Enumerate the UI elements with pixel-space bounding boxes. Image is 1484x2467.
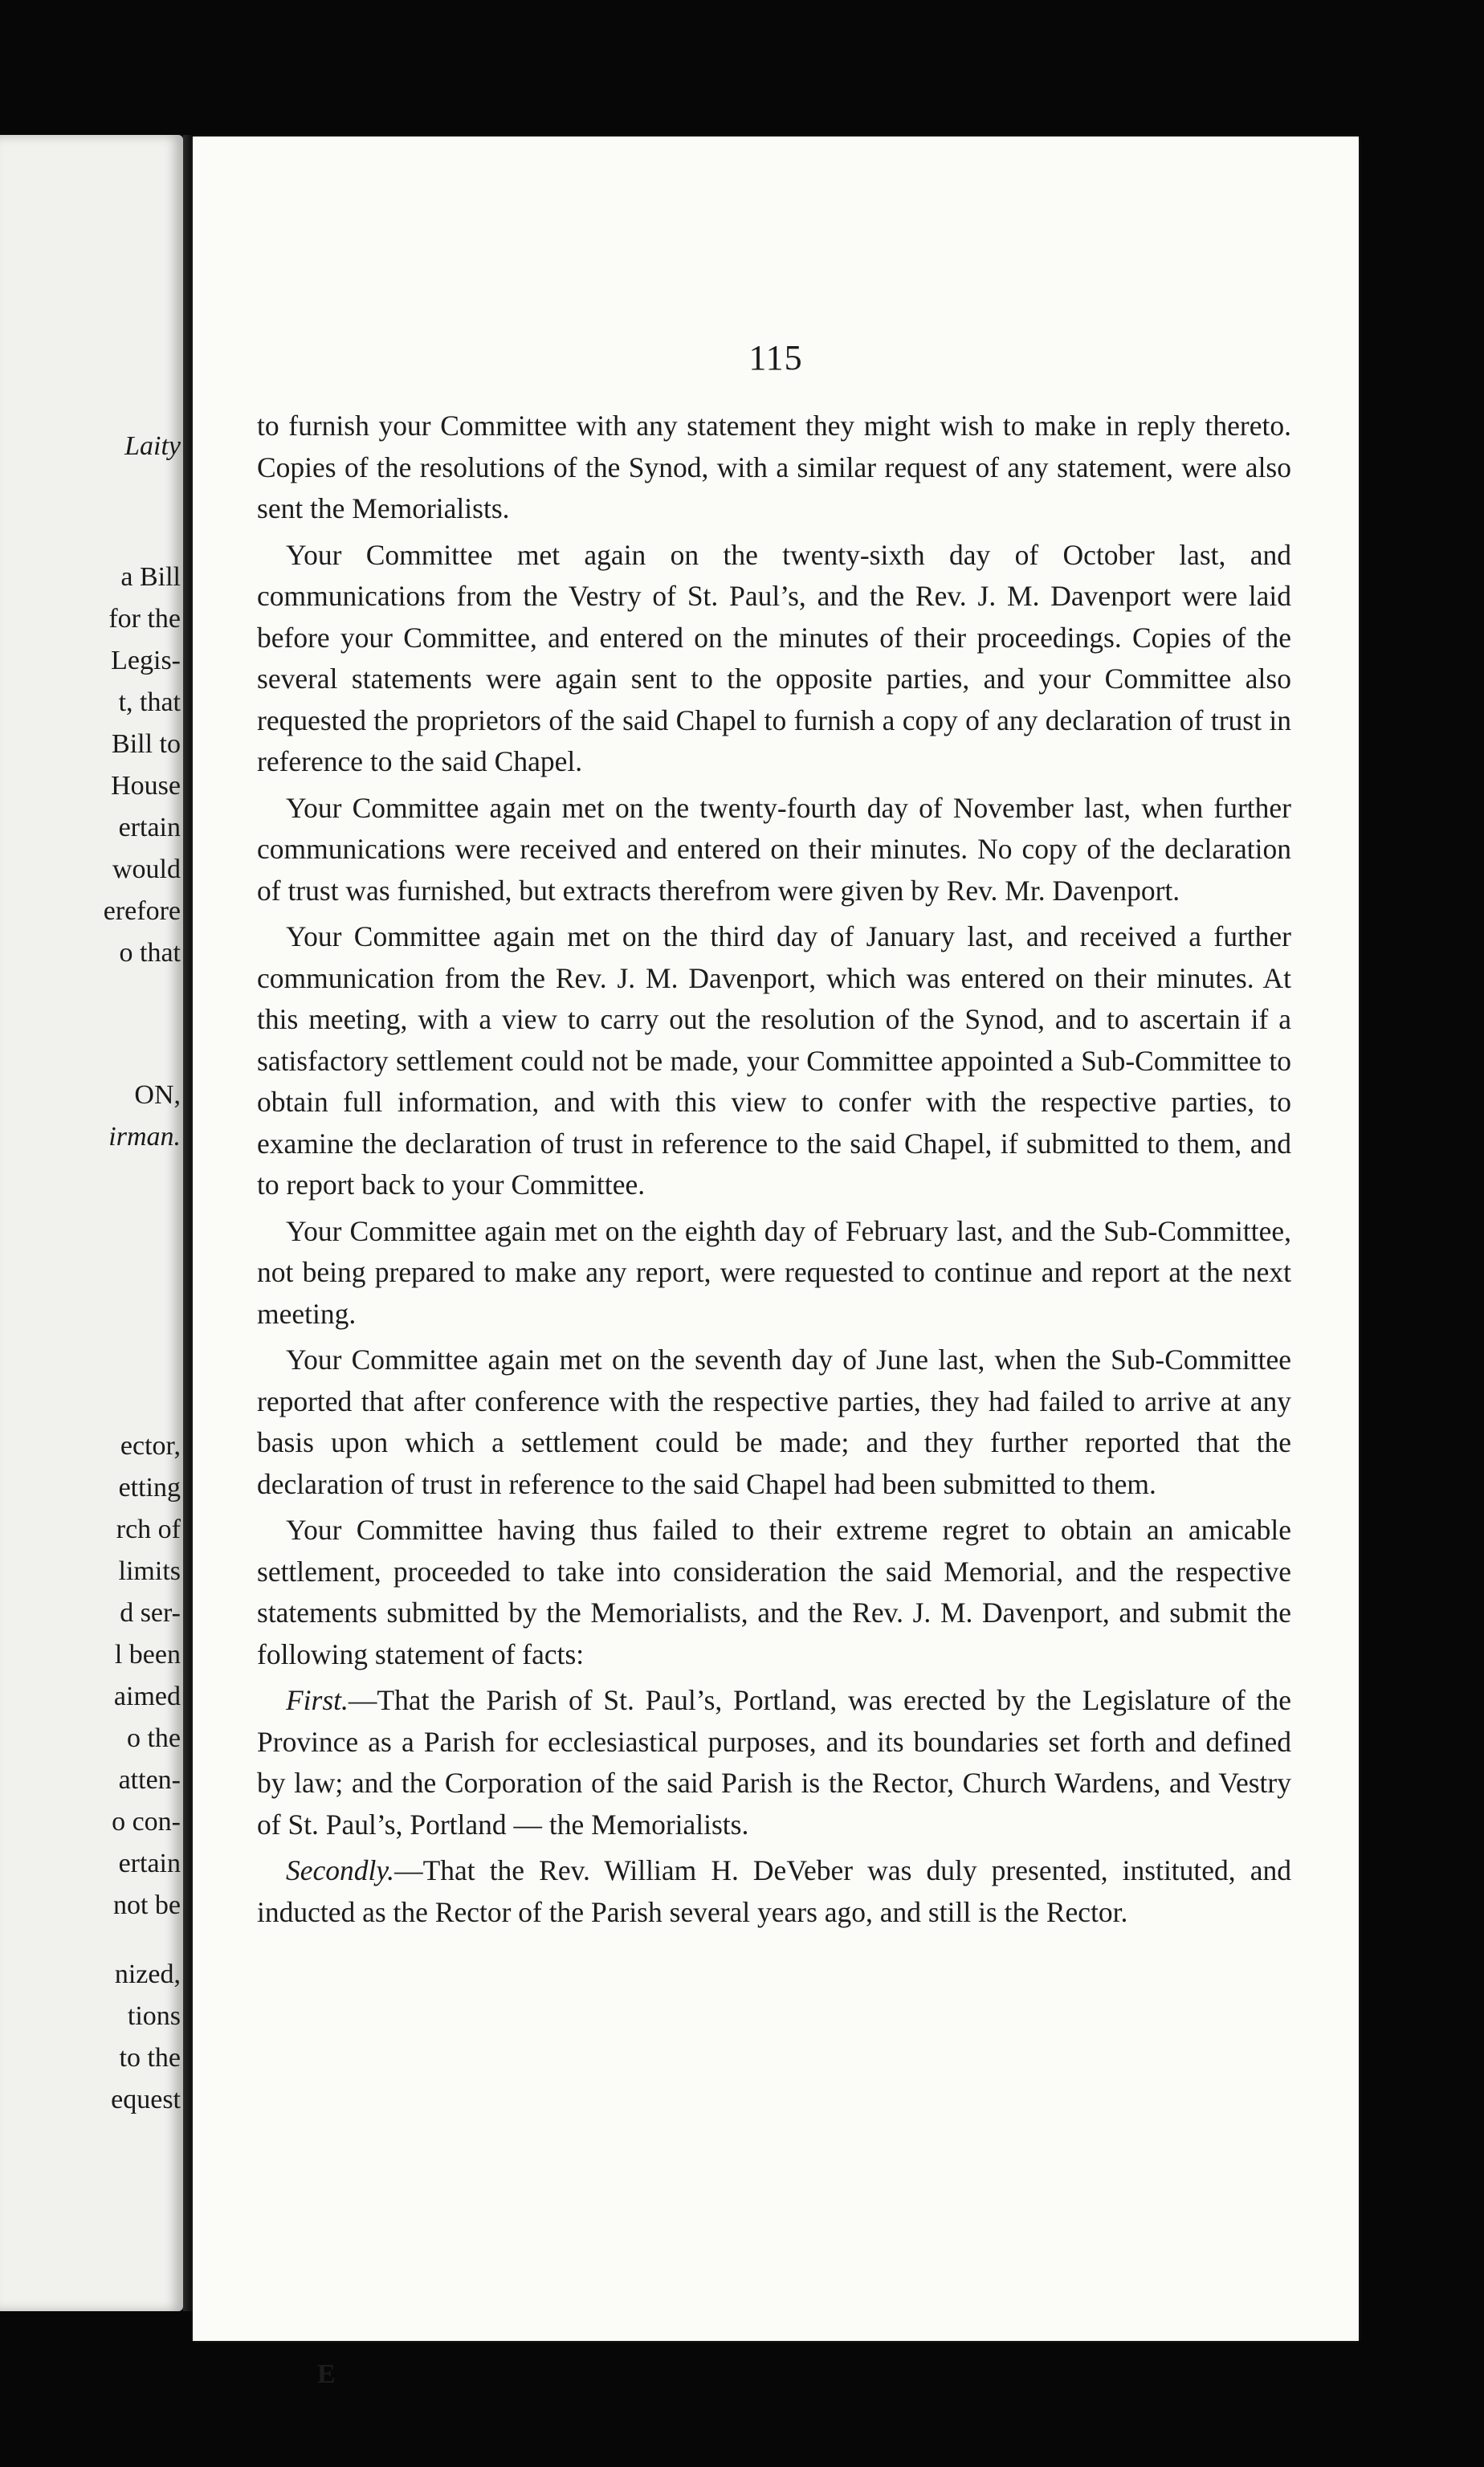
paragraph	[257, 916, 1291, 1206]
page-text	[257, 406, 1291, 1938]
previous-page-line: Bill to	[112, 729, 181, 759]
previous-page-line: nized,	[114, 1959, 181, 1989]
previous-page-line: ector,	[120, 1431, 181, 1461]
previous-page-line: aimed	[113, 1682, 181, 1711]
paragraph-text: to furnish your Committee with any statement they might wish to make in reply thereto. Copies of the resolutions of the Synod, with a similar request of any statement, were also sent the Memorialists.	[257, 410, 1291, 524]
page-number: 115	[748, 338, 803, 377]
previous-page-line: etting	[118, 1473, 181, 1503]
previous-page-line: ON,	[134, 1080, 181, 1110]
previous-page-line: to the	[119, 2043, 181, 2073]
signature-mark: E	[317, 2359, 336, 2389]
previous-page-line: irman.	[108, 1122, 181, 1152]
previous-page-line: o the	[126, 1723, 181, 1753]
previous-page-line: equest	[111, 2085, 181, 2114]
previous-page-line: rch of	[116, 1515, 181, 1544]
previous-page-line: o that	[119, 938, 181, 968]
paragraph	[257, 406, 1291, 530]
paragraph-lead: Secondly.	[286, 1854, 395, 1886]
paragraph-text: Your Committee again met on the seventh day of June last, when the Sub-Committee reported that after conference with the respective parties, they had failed to arrive at any basis upon which a settlement could be made; and they further reported that the declaration of trust in reference to the said Chapel had been submitted to them.	[257, 1344, 1291, 1500]
paragraph	[257, 1340, 1291, 1505]
previous-page-line: ertain	[118, 813, 181, 842]
paragraph-text: —That the Rev. William H. DeVeber was duly presented, instituted, and inducted as the Rector of the Parish several years ago, and still is the Rector.	[257, 1854, 1291, 1928]
previous-page-line: a Bill	[120, 562, 181, 592]
paragraph	[257, 1850, 1291, 1933]
paragraph-text: —That the Parish of St. Paul’s, Portland, was erected by the Legislature of the Province as a Parish for ecclesiastical purposes, and its boundaries set forth and defined by law; and the Corporation of the said Parish is the Rector, Church Wardens, and Vestry of St. Paul’s, Portland — the Memorialists.	[257, 1684, 1291, 1841]
previous-page-line: atten-	[118, 1765, 181, 1795]
previous-page-line: would	[112, 854, 181, 884]
previous-page-line: House	[111, 771, 181, 801]
paragraph-text: Your Committee having thus failed to their extreme regret to obtain an amicable settlement, proceeded to take into consideration the said Memorial, and the respective statements submitted by the Memorialists, and the Rev. J. M. Davenport, and submit the following statement of facts:	[257, 1514, 1291, 1670]
paragraph-text: Your Committee again met on the third day of January last, and received a further communication from the Rev. J. M. Davenport, which was entered on their minutes. At this meeting, with a view to carry out the resolution of the Synod, and to ascertain if a satisfactory settlement could not be made, your Committee appointed a Sub-Committee to obtain full information, and with this view to confer with the respective parties, to examine the declaration of trust in reference to the said Chapel, if submitted to them, and to report back to your Committee.	[257, 920, 1291, 1201]
paragraph	[257, 788, 1291, 912]
paragraph	[257, 535, 1291, 783]
paragraph-text: Your Committee met again on the twenty-sixth day of October last, and communications from the Vestry of St. Paul’s, and the Rev. J. M. Davenport were laid before your Committee, and entered on the minutes of their proceedings. Copies of the several statements were again sent to the opposite parties, and your Committee also requested the proprietors of the said Chapel to furnish a copy of any declaration of trust in reference to the said Chapel.	[257, 538, 1291, 777]
previous-page-line: tions	[127, 2001, 181, 2031]
previous-page-line: d ser-	[120, 1598, 181, 1628]
paragraph	[257, 1211, 1291, 1335]
previous-page-line: t, that	[118, 687, 181, 717]
book-page	[193, 137, 1359, 2389]
previous-page-line: not be	[112, 1890, 181, 1920]
previous-page-line: Legis-	[111, 646, 181, 675]
paragraph-lead: First.	[286, 1684, 349, 1716]
previous-page-line: Laity	[124, 431, 181, 461]
previous-page-line: l been	[114, 1640, 181, 1670]
previous-page-line: ertain	[118, 1849, 181, 1878]
book-gutter	[183, 135, 193, 2311]
paragraph-text: Your Committee again met on the eighth day of February last, and the Sub-Committee, not being prepared to make any report, were requested to continue and report at the next meeting.	[257, 1214, 1291, 1330]
previous-page-line: limits	[118, 1556, 181, 1586]
paragraph	[257, 1510, 1291, 1675]
previous-page-line: o con-	[112, 1807, 181, 1837]
paragraph-text: Your Committee again met on the twenty-fourth day of November last, when further communications were received and entered on their minutes. No copy of the declaration of trust was furnished, but extracts therefrom were given by Rev. Mr. Davenport.	[257, 791, 1291, 907]
previous-page-fragment	[0, 135, 183, 2311]
previous-page-line: erefore	[103, 896, 181, 926]
previous-page-line: for the	[108, 604, 181, 634]
paragraph	[257, 1680, 1291, 1845]
